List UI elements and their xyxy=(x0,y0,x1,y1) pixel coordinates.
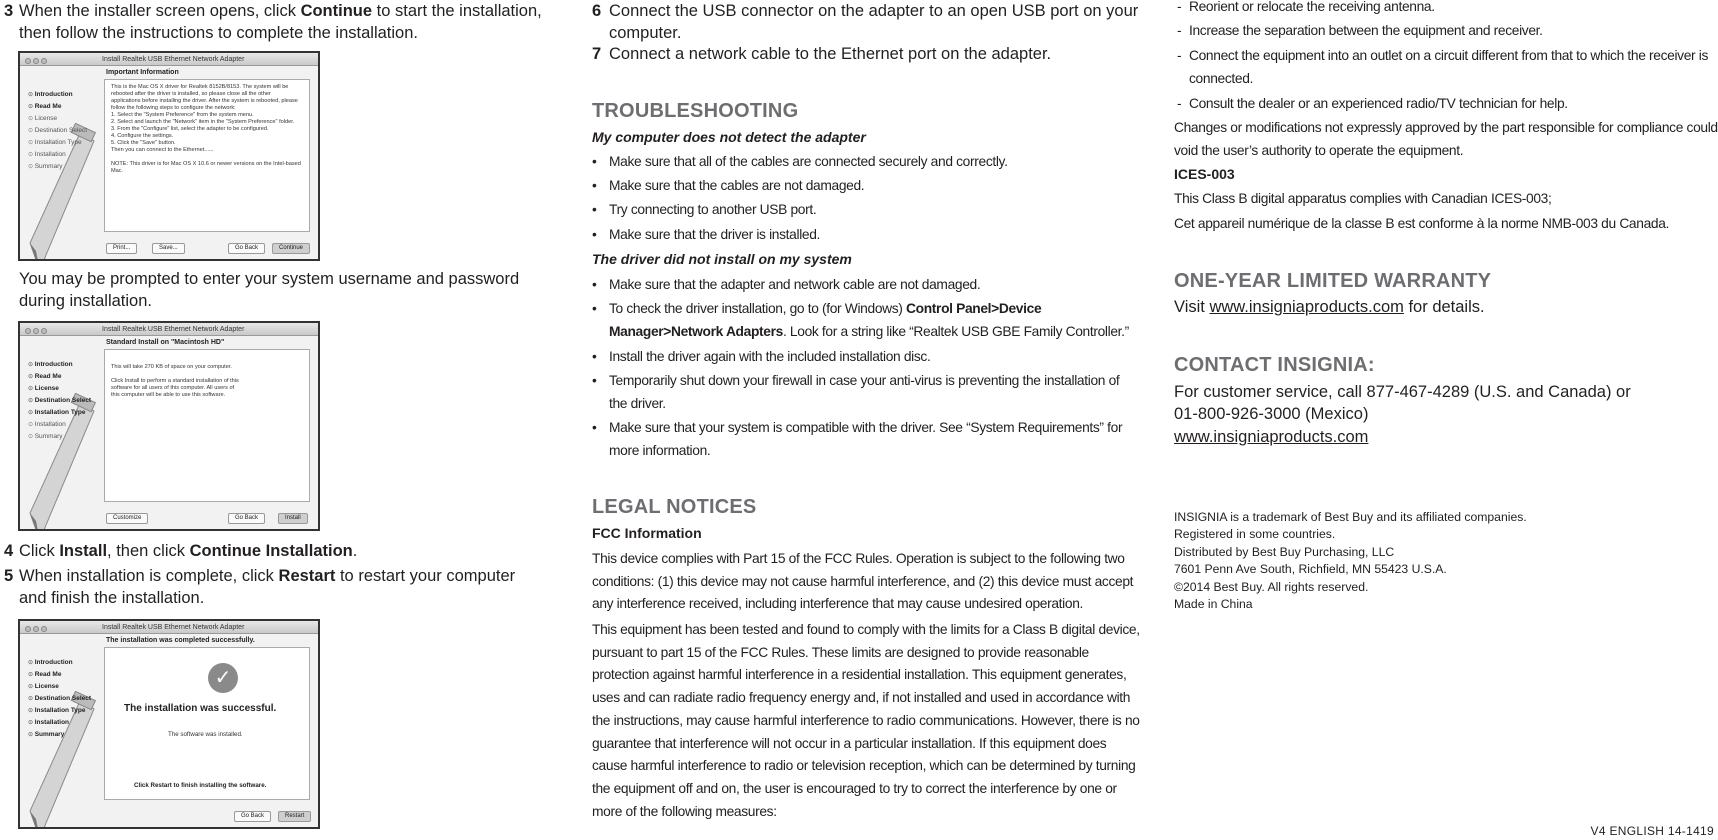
registered-line: Registered in some countries. xyxy=(1174,527,1336,541)
restart-instruction: Click Restart to finish installing the software. xyxy=(134,782,267,789)
ices-english: This Class B digital apparatus complies with Canadian ICES-003; xyxy=(1174,191,1552,206)
installer-step-item: ⊙ Summary xyxy=(28,431,106,443)
save-button[interactable]: Save... xyxy=(152,243,185,254)
installer-steps-list xyxy=(28,89,106,173)
installer-step-item: ⊙ Read Me xyxy=(28,101,106,113)
document-version-code: V4 ENGLISH 14-1419 xyxy=(1590,824,1714,838)
warranty-text: Visit www.insigniaproducts.com for details. xyxy=(1174,298,1485,316)
troubleshoot-item: • Install the driver again with the included installation disc. xyxy=(592,346,1140,369)
interference-measure: - Increase the separation between the equipment and receiver. xyxy=(1174,20,1718,43)
contact-website-link[interactable]: www.insigniaproducts.com xyxy=(1174,428,1369,446)
legal-notices-heading: LEGAL NOTICES xyxy=(592,496,757,518)
window-titlebar xyxy=(20,323,318,336)
installer-step-item: ⊙ Installation xyxy=(28,149,106,161)
address-line: 7601 Penn Ave South, Richfield, MN 55423 U.S.A. xyxy=(1174,562,1447,576)
installer-screenshot-standard-install xyxy=(18,321,320,531)
step-3 xyxy=(4,0,544,44)
contact-heading: CONTACT INSIGNIA: xyxy=(1174,354,1375,376)
step-number: 6 xyxy=(592,2,602,20)
step-text: Connect the USB connector on the adapter to an open USB port on your computer. xyxy=(609,2,1139,42)
success-subtitle: The software was installed. xyxy=(168,731,243,738)
trademark-line: INSIGNIA is a trademark of Best Buy and its affiliated companies. xyxy=(1174,510,1527,524)
readme-text: This is the Mac OS X driver for Realtek 8152B/8153. The system will be rebooted after the driver is installed, so please close all the other applications before installing the driver. After the system is rebooted, please follow the following steps to configure the network: 1. Select the "System Preference" from the system menu. 2. Select and launch the "Network" item in the "System Preference" folder. 3. From the "Configure" list, select the adapter to be configured. 4. Configure the settings. 5. Click the "Save" button. Then you can connect to the Ethernet...... NOTE: This driver is for Mac OS X 10.6 or newer versions on the Intel-based Mac. xyxy=(111,84,301,174)
mexico-phone-line: 01-800-926-3000 (Mexico) xyxy=(1174,405,1369,423)
step-number: 3 xyxy=(4,2,14,20)
issue-adapter-not-detected: My computer does not detect the adapter xyxy=(592,129,866,145)
installer-step-item: ⊙ Installation xyxy=(28,419,106,431)
step-number: 7 xyxy=(592,45,602,63)
troubleshoot-item: • To check the driver installation, go to (for Windows) Control Panel>Device Manager>Network Adapters. Look for a string like “Realtek USB GBE Family Controller.” xyxy=(592,298,1140,343)
step-text: When the installer screen opens, click Continue to start the installation, then follow the instructions to complete the installation. xyxy=(19,2,542,42)
installer-step-item: ⊙ Introduction xyxy=(28,657,106,669)
window-title: Install Realtek USB Ethernet Network Adapter xyxy=(102,56,245,63)
step-text: When installation is complete, click Restart to restart your computer and finish the installation. xyxy=(19,567,516,607)
window-titlebar xyxy=(20,53,318,66)
troubleshoot-item: • Make sure that the driver is installed. xyxy=(592,224,1140,247)
installer-heading: Standard Install on "Macintosh HD" xyxy=(106,339,225,346)
ices-french: Cet appareil numérique de la classe B est conforme à la norme NMB-003 du Canada. xyxy=(1174,216,1670,231)
issue-driver-not-installed: The driver did not install on my system xyxy=(592,251,852,267)
restart-keyword: Restart xyxy=(278,567,336,585)
distributor-line: Distributed by Best Buy Purchasing, LLC xyxy=(1174,545,1395,559)
step-number: 5 xyxy=(4,567,14,585)
installer-step-item: ⊙ License xyxy=(28,113,106,125)
step-4 xyxy=(4,540,544,562)
window-controls xyxy=(25,624,49,637)
installer-step-item: ⊙ Read Me xyxy=(28,669,106,681)
installer-step-item: ⊙ Read Me xyxy=(28,371,106,383)
installer-step-item: ⊙ Introduction xyxy=(28,89,106,101)
install-info-text: This will take 270 KB of space on your computer. Click Install to perform a standard installation of this software for all users of this computer. All users of this computer will be able to use this software. xyxy=(111,364,239,398)
success-check-icon: ✓ xyxy=(208,663,238,693)
installer-step-item: ⊙ Installation Type xyxy=(28,705,106,717)
installer-step-item: ⊙ Summary xyxy=(28,729,106,741)
step-6 xyxy=(592,0,1140,44)
fcc-paragraph-2: This equipment has been tested and found to comply with the limits for a Class B digital device, pursuant to part 15 of the FCC Rules. These limits are designed to provide reasonable protection against harmful interference in a residential installation. This equipment generates, uses and can radiate radio frequency energy and, if not installed and used in accordance with the instructions, may cause harmful interference to radio communications. However, there is no guarantee that interference will not occur in a particular installation. If this equipment does cause harmful interference to radio or television reception, which can be determined by turning the equipment off and on, the user is encouraged to try to correct the interference by one or more of the following measures: xyxy=(592,622,1140,819)
installer-steps-list xyxy=(28,359,106,443)
step-7 xyxy=(592,43,1140,65)
step-number: 4 xyxy=(4,542,14,560)
origin-line: Made in China xyxy=(1174,597,1253,611)
troubleshoot-item: • Make sure that the cables are not damaged. xyxy=(592,175,1140,198)
installer-step-item: ⊙ Destination Select xyxy=(28,125,106,137)
continue-button[interactable]: Continue xyxy=(272,243,310,254)
go-back-button[interactable]: Go Back xyxy=(234,811,271,822)
install-keyword: Install xyxy=(59,542,108,560)
troubleshoot-item: • Try connecting to another USB port. xyxy=(592,199,1140,222)
modifications-notice: Changes or modifications not expressly approved by the part responsible for compliance could void the user’s authority to operate the equipment. xyxy=(1174,120,1718,158)
installer-step-item: ⊙ Destination Select xyxy=(28,693,106,705)
troubleshoot-item: • Temporarily shut down your firewall in case your anti-virus is preventing the installation of the driver. xyxy=(592,370,1140,415)
troubleshoot-item: • Make sure that the adapter and network cable are not damaged. xyxy=(592,274,1140,297)
installer-step-item: ⊙ Summary xyxy=(28,161,106,173)
installer-content-panel xyxy=(104,79,310,232)
window-titlebar xyxy=(20,621,318,634)
restart-button[interactable]: Restart xyxy=(278,811,311,822)
installer-step-item: ⊙ License xyxy=(28,681,106,693)
installer-step-item: ⊙ Installation Type xyxy=(28,407,106,419)
window-title: Install Realtek USB Ethernet Network Adapter xyxy=(102,624,245,631)
continue-installation-keyword: Continue Installation xyxy=(189,542,353,560)
warranty-heading: ONE-YEAR LIMITED WARRANTY xyxy=(1174,270,1492,292)
interference-measure: - Consult the dealer or an experienced radio/TV technician for help. xyxy=(1174,93,1718,116)
troubleshooting-heading: TROUBLESHOOTING xyxy=(592,100,799,122)
installer-step-item: ⊙ Destination Select xyxy=(28,395,106,407)
interference-measure: - Reorient or relocate the receiving antenna. xyxy=(1174,0,1718,19)
window-title: Install Realtek USB Ethernet Network Adapter xyxy=(102,326,245,333)
installer-heading: Important Information xyxy=(106,69,179,76)
customize-button[interactable]: Customize xyxy=(106,513,148,524)
go-back-button[interactable]: Go Back xyxy=(228,513,265,524)
print-button[interactable]: Print... xyxy=(106,243,137,254)
installer-step-item: ⊙ License xyxy=(28,383,106,395)
troubleshoot-item: • Make sure that your system is compatible with the driver. See “System Requirements” for more information. xyxy=(592,417,1140,462)
installer-step-item: ⊙ Installation xyxy=(28,717,106,729)
warranty-link[interactable]: www.insigniaproducts.com xyxy=(1209,298,1404,316)
installer-heading: The installation was completed successfully. xyxy=(106,637,255,644)
installer-screenshot-success xyxy=(18,619,320,829)
device-manager-path: Control Panel>Device Manager>Network Adapters xyxy=(609,301,1042,339)
installer-step-item: ⊙ Introduction xyxy=(28,359,106,371)
window-controls xyxy=(25,56,49,69)
install-button[interactable]: Install xyxy=(278,513,308,524)
customer-service-line: For customer service, call 877-467-4289 (U.S. and Canada) or xyxy=(1174,383,1631,401)
step-text: Connect a network cable to the Ethernet port on the adapter. xyxy=(609,45,1052,63)
success-title: The installation was successful. xyxy=(124,703,277,714)
copyright-line: ©2014 Best Buy. All rights reserved. xyxy=(1174,580,1369,594)
installer-content-panel xyxy=(104,647,310,800)
step-text: Click Install, then click Continue Installation. xyxy=(19,542,358,560)
troubleshoot-item: • Make sure that all of the cables are connected securely and correctly. xyxy=(592,151,1140,174)
interference-measure: - Connect the equipment into an outlet on a circuit different from that to which the receiver is connected. xyxy=(1174,45,1718,90)
continue-keyword: Continue xyxy=(300,2,373,20)
installer-screenshot-important-info xyxy=(18,51,320,261)
fcc-info-heading: FCC Information xyxy=(592,525,702,541)
installer-step-item: ⊙ Installation Type xyxy=(28,137,106,149)
installer-content-panel xyxy=(104,349,310,502)
go-back-button[interactable]: Go Back xyxy=(228,243,265,254)
step-5 xyxy=(4,565,544,609)
fcc-paragraph-1: This device complies with Part 15 of the FCC Rules. Operation is subject to the following two conditions: (1) this device may not cause harmful interference, and (2) this device must accept any interference received, including interference that may cause undesired operation. xyxy=(592,551,1134,612)
password-prompt-note: You may be prompted to enter your system username and password during installation. xyxy=(19,270,520,310)
ices-heading: ICES-003 xyxy=(1174,166,1235,182)
window-controls xyxy=(25,326,49,339)
installer-steps-list xyxy=(28,657,106,741)
